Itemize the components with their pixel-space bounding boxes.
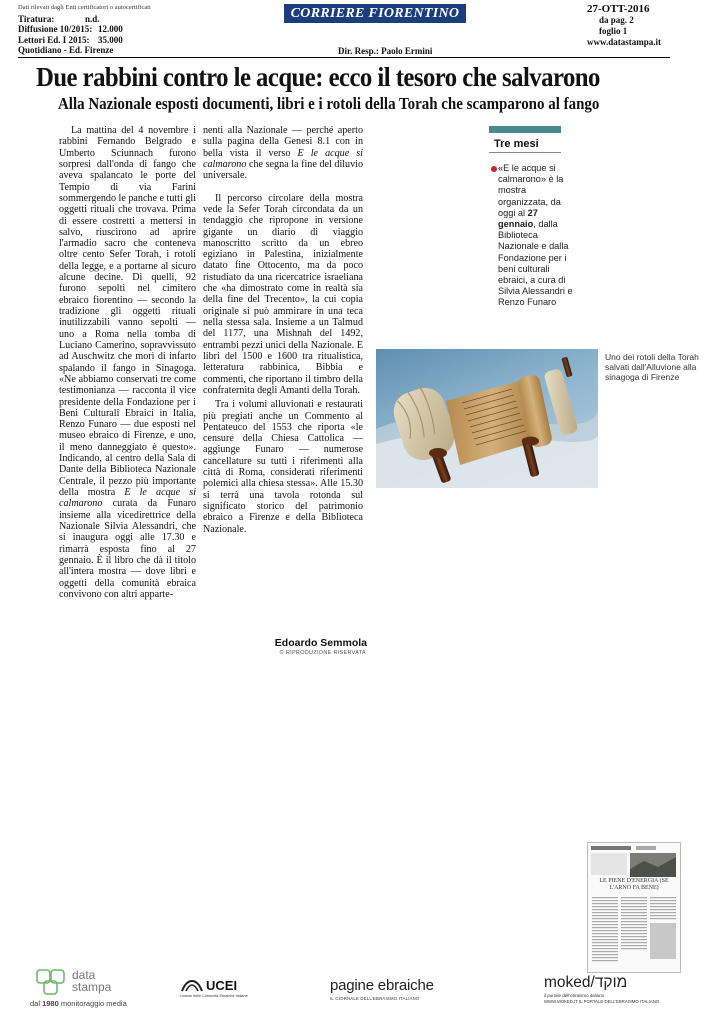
article-column-1	[59, 125, 196, 600]
rights-notice: © RIPRODUZIONE RISERVATA	[279, 650, 366, 656]
col2-p1-text-a: nenti alla Nazionale — perché aperto sulla pagina della Genesi 8.1 con in bella vista il verso	[203, 125, 363, 159]
col1-text-a: La mattina del 4 novembre i rabbini Fernando Belgrado e Umberto Sciunnach furono sorpresi dall'onda di fango che aveva spalancato le porte del Tempio di via Farini sommergendo le panche e tutti gli oggetti rituali che trovava. Prima di essere costretti a mettersi in salvo, riuscirono ad aprire l'armadio sacro che conteneva oltre cento Sefer Torah, i rotoli della legge, e a portarne al sicuro alcune decine. Di quelli, 92 furono sepolti nel cimitero ebraico fiorentino — secondo la tradizione gli oggetti rituali inutilizzabili vanno sepolti — uno a Roma nella tomba di Luciano Camerino, sopravvissuto ad Auschwitz che morì di infarto spalando il fango in Sinagoga. «Ne abbiamo conservati tre come testimonianza — racconta il vice presidente della Fondazione per i Beni Culturali Ebraici in Italia, Renzo Funaro — due esposti nel museo ebraico di Firenze, e uno, il meno danneggiato è questo». Indicando, al centro della Sala di Dante della Biblioteca Nazionale Centrale, il pezzo più importante della mostra	[59, 125, 196, 498]
moked-subtitle: il portale dell'ebraismo italiano	[544, 993, 605, 998]
ucei-logo	[180, 978, 248, 998]
col2-paragraph-2: Il percorso circolare della mostra vede la Sefer Torah circondata da un tendaggio che ripropone in versione gigante un diario di viaggio manoscritto scritto da un ebreo egiziano in Palestina, inizialmente datato fine Ottocento, ma da poco ristudiato da una ricercatrice israeliana che «ha dimostrato come in realtà sia della fine del Trecento», la cui copia originale si può ammirare in una teca nella stessa sala. Insieme a un Talmud del 1177, una Mishnah del 1492, entrambi pezzi unici della Nazionale. E libri del 1500 e 1600 tra ritualistica, letteratura rabbinica, Bibbia e commenti, che riportano il timbro della confraternita degli Amanti della Torah.	[203, 192, 363, 396]
datastampa-wordmark	[72, 969, 111, 993]
ucei-emblem-icon	[180, 979, 204, 993]
sidebar-text-b: , dalla Biblioteca Nazionale e dalla Fondazione per i beni culturali ebraici, a cura di Silvia Alessandri e Renzo Funaro	[498, 219, 573, 308]
since-year: 1980	[42, 999, 59, 1008]
diffusione-row	[18, 24, 151, 35]
moked-url: WWW.MOKED.IT IL PORTALE DELL'EBRAISMO ITALIANO	[544, 999, 660, 1004]
datastampa-icon	[36, 969, 68, 995]
diffusione-value: 12.000	[98, 24, 123, 34]
tiratura-row	[18, 14, 151, 25]
lettori-row	[18, 35, 151, 46]
bullet-icon	[491, 166, 497, 172]
pagine-subtitle: IL GIORNALE DELL'EBRAISMO ITALIANO	[330, 996, 420, 1001]
pagine-ebraiche-logo	[330, 977, 434, 1001]
page-metadata	[587, 4, 661, 48]
sidebar-text	[498, 163, 578, 309]
sidebar-accent-bar	[489, 126, 561, 133]
thumbnail-preview	[588, 843, 680, 972]
author-byline: Edoardo Semmola	[274, 637, 367, 649]
publication-date: 27-OTT-2016	[587, 3, 650, 15]
page-thumbnail[interactable]	[587, 842, 681, 973]
headline: Due rabbini contro le acque: ecco il tesoro che salvarono	[36, 61, 600, 92]
moked-logo	[544, 974, 659, 1004]
tiratura-value: n.d.	[85, 13, 100, 24]
thumbnail-headline: LE PIENE D'ENERGIA (SE L'ARNO FA BENE)	[599, 878, 669, 891]
since-suffix: monitoraggio media	[58, 999, 127, 1008]
datastampa-word-1: data	[72, 968, 96, 982]
moked-wordmark: moked/מוקד	[544, 974, 628, 991]
sidebar-title: Tre mesi	[494, 138, 539, 150]
press-metadata	[18, 3, 151, 56]
director: Dir. Resp.: Paolo Ermini	[338, 46, 433, 56]
ucei-wordmark: UCEI	[206, 978, 238, 993]
ucei-subtitle: Unione delle Comunità Ebraiche Italiane	[180, 994, 248, 998]
col2-p1-text-b: che segna la fine del diluvio universale.	[203, 158, 363, 182]
masthead-logo: CORRIERE FIORENTINO	[284, 4, 466, 23]
col1-exhibit-title: E le acque si calmarono	[59, 487, 196, 510]
col2-paragraph-1	[203, 125, 363, 182]
sidebar-rule	[489, 152, 561, 153]
tiratura-label: Tiratura:	[18, 13, 55, 24]
article-column-2	[203, 125, 363, 535]
pagine-wordmark: pagine ebraiche	[330, 977, 434, 994]
certification-notice: Dati rilevati dagli Enti certificatori o autocertificati	[18, 4, 151, 11]
col2-paragraph-3: Tra i volumi alluvionati e restaurati più pregiati anche un Commento al Pentateuco del 1553 che riporta «le censure della Chiesa Cattolica — aggiunge Funaro — numerose cancellature su tutti i riferimenti alla città di Roma, considerati riferimenti polemici alla chiesa stessa». Alle 15.30 si terrà una tavola rotonda sul significato storico del patrimonio ebraico a Firenze e della Biblioteca Nazionale.	[203, 399, 363, 535]
datastampa-word-2: stampa	[72, 980, 112, 994]
diffusione-label: Diffusione 10/2015:	[18, 24, 93, 34]
since-prefix: dal	[30, 999, 43, 1008]
sheet-number: foglio 1	[599, 26, 628, 36]
col1-paragraph	[59, 125, 196, 600]
edition: Quotidiano - Ed. Firenze	[18, 45, 114, 55]
lettori-label: Lettori Ed. I 2015:	[18, 34, 90, 45]
datastampa-since	[30, 999, 127, 1008]
torah-scroll-image	[376, 349, 598, 488]
col1-text-b: curata da Funaro insieme alla vicedirettrice della Nazionale Silvia Alessandri, che si inaugura oggi alle 17.30 e rimarrà esposta fino al 27 gennaio. È il libro che dà il titolo all'intera mostra — dove libri e oggetti della comunità ebraica convivono con altri apparte-	[59, 498, 196, 600]
lettori-value: 35.000	[98, 34, 123, 45]
header-divider	[18, 57, 670, 58]
subheadline: Alla Nazionale esposti documenti, libri e i rotoli della Torah che scamparono al fango	[58, 94, 600, 113]
page-number: da pag. 2	[599, 15, 634, 25]
datastampa-logo	[30, 968, 127, 1008]
sidebar-date: 27 gennaio	[498, 207, 538, 230]
col2-verse: E le acque si calmarono	[203, 147, 363, 170]
torah-scroll-photo	[376, 349, 598, 488]
website: www.datastampa.it	[587, 37, 662, 47]
photo-caption: Uno dei rotoli della Torah salvati dall'Alluvione alla sinagoga di Firenze	[605, 352, 699, 383]
sidebar-text-a: «E le acque si calmarono» è la mostra organizzata, da oggi al	[498, 163, 564, 218]
